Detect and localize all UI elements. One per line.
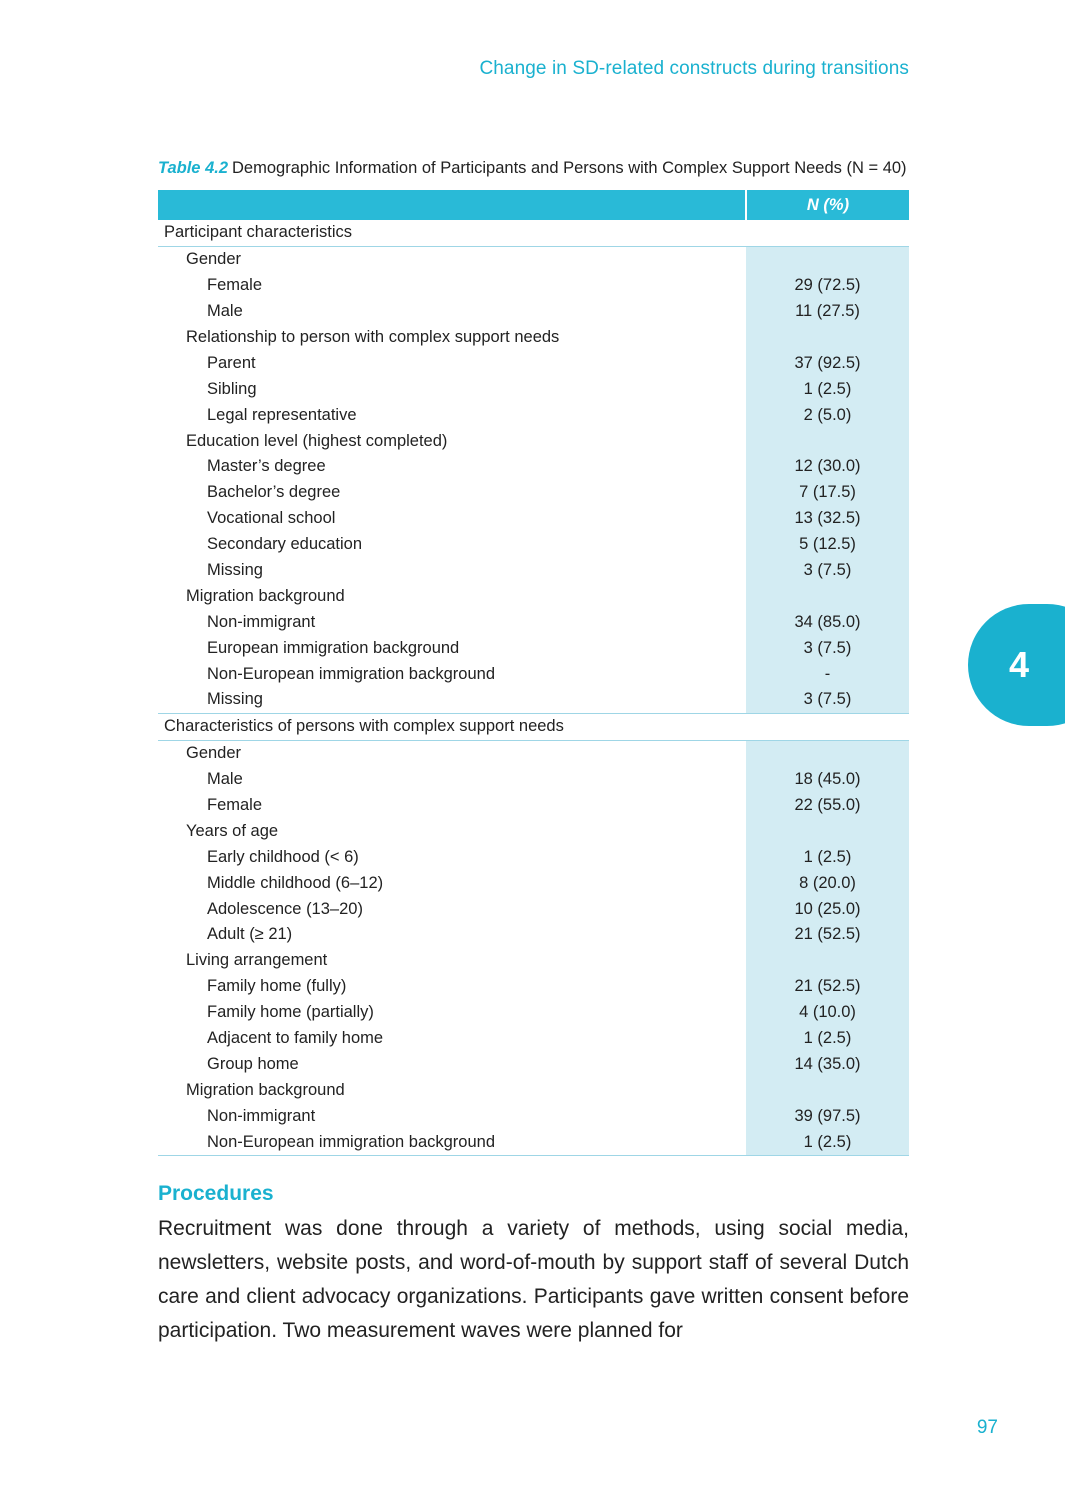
group-row — [158, 740, 909, 766]
row-value: 7 (17.5) — [746, 480, 909, 506]
row-label: Master’s degree — [207, 457, 326, 476]
row-value: 39 (97.5) — [746, 1103, 909, 1129]
table-row — [158, 376, 909, 402]
group-row — [158, 948, 909, 974]
row-label: Middle childhood (6–12) — [207, 873, 384, 892]
row-label: Family home (partially) — [207, 1003, 374, 1022]
table-row — [158, 635, 909, 661]
row-label: Secondary education — [207, 535, 363, 554]
table-row — [158, 1103, 909, 1129]
row-label: Sibling — [207, 379, 257, 398]
table-row — [158, 506, 909, 532]
table-row — [158, 844, 909, 870]
table-row — [158, 402, 909, 428]
table-row — [158, 454, 909, 480]
row-value: 11 (27.5) — [746, 299, 909, 325]
row-label: Male — [207, 302, 243, 321]
demographics-table — [158, 190, 909, 1156]
table-row — [158, 870, 909, 896]
table-row — [158, 661, 909, 687]
row-value: 1 (2.5) — [746, 1026, 909, 1052]
row-value: 29 (72.5) — [746, 273, 909, 299]
row-value: 10 (25.0) — [746, 896, 909, 922]
group-row — [158, 818, 909, 844]
row-value: 5 (12.5) — [746, 532, 909, 558]
row-label: Adolescence (13–20) — [207, 899, 363, 918]
row-label: Gender — [186, 250, 242, 269]
row-value: 21 (52.5) — [746, 974, 909, 1000]
row-value: 3 (7.5) — [746, 635, 909, 661]
row-value — [746, 948, 909, 974]
table-row — [158, 922, 909, 948]
section-row — [158, 220, 909, 246]
row-value: 37 (92.5) — [746, 350, 909, 376]
row-label: Non-immigrant — [207, 1106, 316, 1125]
row-label: Vocational school — [207, 509, 336, 528]
row-value: 2 (5.0) — [746, 402, 909, 428]
chapter-tab — [968, 604, 1065, 726]
group-row — [158, 325, 909, 351]
row-label: Living arrangement — [186, 951, 328, 970]
header-cell-label — [158, 190, 746, 220]
row-value: 1 (2.5) — [746, 1129, 909, 1155]
row-value — [746, 325, 909, 351]
table-row — [158, 609, 909, 635]
row-label: Legal representative — [207, 405, 357, 424]
row-value: 18 (45.0) — [746, 767, 909, 793]
procedures-paragraph: Recruitment was done through a variety of methods, using social media, newsletters, website posts, and word-of-mouth by support staff of several Dutch care and client advocacy organizations. Participants gave written consent before participation. Two measurement waves were planned for — [158, 1217, 909, 1342]
procedures-heading: Procedures — [158, 1182, 274, 1205]
table-row — [158, 350, 909, 376]
row-label: Missing — [207, 690, 263, 709]
row-label: Parent — [207, 353, 256, 372]
table-row — [158, 273, 909, 299]
chapter-number: 4 — [1008, 644, 1030, 685]
row-label: Non-European immigration background — [207, 664, 495, 683]
row-label: Education level (highest completed) — [186, 431, 448, 450]
row-label: Missing — [207, 561, 263, 580]
row-label: Adult (≥ 21) — [207, 925, 293, 944]
row-value: 22 (55.0) — [746, 793, 909, 819]
row-value: - — [746, 661, 909, 687]
row-value: 34 (85.0) — [746, 609, 909, 635]
group-row — [158, 246, 909, 272]
row-value: 1 (2.5) — [746, 376, 909, 402]
row-value — [746, 1077, 909, 1103]
row-value: 1 (2.5) — [746, 844, 909, 870]
row-value: 21 (52.5) — [746, 922, 909, 948]
row-label: Early childhood (< 6) — [207, 847, 359, 866]
row-value — [746, 428, 909, 454]
table-label: Table 4.2 — [158, 159, 229, 177]
table-row — [158, 687, 909, 713]
header-cell-n-percent: N (%) — [746, 190, 909, 220]
row-value — [746, 713, 909, 740]
row-value — [746, 740, 909, 766]
row-value — [746, 220, 909, 246]
group-row — [158, 1077, 909, 1103]
row-label: Migration background — [186, 1080, 345, 1099]
row-label: Relationship to person with complex support needs — [186, 328, 560, 346]
table-header-row — [158, 190, 909, 220]
table-row — [158, 558, 909, 584]
table-row — [158, 532, 909, 558]
table-row — [158, 480, 909, 506]
row-label: Gender — [186, 744, 242, 763]
row-value: 13 (32.5) — [746, 506, 909, 532]
page-number: 97 — [976, 1417, 998, 1438]
group-row — [158, 583, 909, 609]
running-head: Change in SD-related constructs during transitions — [479, 58, 909, 79]
row-label: Bachelor’s degree — [207, 483, 341, 502]
row-value: 14 (35.0) — [746, 1052, 909, 1078]
row-label: Participant characteristics — [158, 220, 746, 246]
table-row — [158, 1129, 909, 1155]
row-label: Group home — [207, 1054, 299, 1073]
row-value — [746, 583, 909, 609]
row-label: Characteristics of persons with complex support needs — [158, 713, 746, 740]
table-caption — [158, 159, 910, 178]
row-value: 3 (7.5) — [746, 558, 909, 584]
group-row — [158, 428, 909, 454]
row-label: Female — [207, 796, 263, 815]
row-label: Years of age — [186, 821, 279, 840]
row-value: 3 (7.5) — [746, 687, 909, 713]
row-label: Non-European immigration background — [158, 1129, 746, 1155]
table-row — [158, 793, 909, 819]
row-label: Non-immigrant — [207, 612, 316, 631]
table-row — [158, 1052, 909, 1078]
row-label: Migration background — [186, 586, 345, 605]
row-label: European immigration background — [207, 638, 460, 657]
table-row — [158, 299, 909, 325]
row-value: 4 (10.0) — [746, 1000, 909, 1026]
row-label: Adjacent to family home — [207, 1029, 384, 1048]
table-row — [158, 896, 909, 922]
row-value — [746, 246, 909, 272]
table-row — [158, 974, 909, 1000]
table-title: Demographic Information of Participants and Persons with Complex Support Needs (N = 40) — [232, 159, 907, 177]
row-value — [746, 818, 909, 844]
row-value: 8 (20.0) — [746, 870, 909, 896]
row-value: 12 (30.0) — [746, 454, 909, 480]
section-row — [158, 713, 909, 740]
table-row — [158, 767, 909, 793]
row-label: Female — [207, 276, 263, 295]
row-label: Male — [207, 770, 243, 789]
table-row — [158, 1026, 909, 1052]
table-row — [158, 1000, 909, 1026]
row-label: Family home (fully) — [207, 977, 347, 996]
